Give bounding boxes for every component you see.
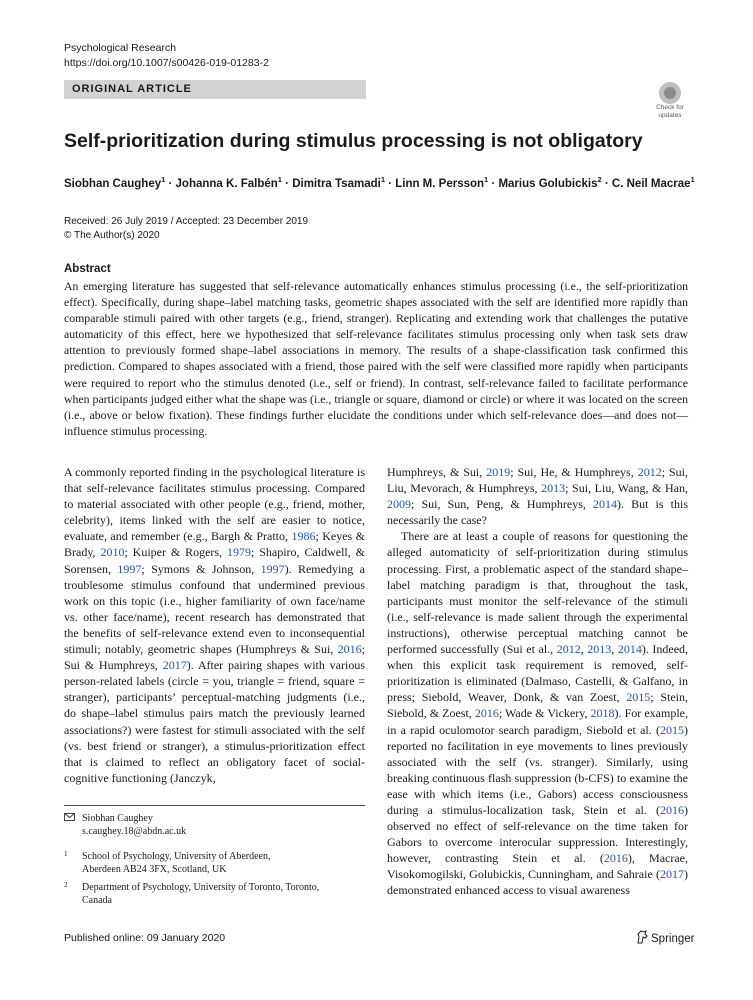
citation-link[interactable]: 2017 <box>660 867 684 882</box>
body-paragraph <box>64 464 365 786</box>
affiliation-line: School of Psychology, University of Aberdeen, <box>82 851 271 862</box>
citation-link[interactable]: 2016 <box>474 706 499 721</box>
citation-link[interactable]: 2019 <box>486 465 511 479</box>
article-type-label: ORIGINAL ARTICLE <box>64 80 366 99</box>
citation-link[interactable]: 1986 <box>291 529 316 544</box>
affiliation-line: Aberdeen AB24 3FX, Scotland, UK <box>82 864 227 875</box>
citation-link[interactable]: 2014 <box>617 642 642 657</box>
received-accepted-dates: Received: 26 July 2019 / Accepted: 23 December 2019 <box>64 216 309 227</box>
citation-link[interactable]: 2017 <box>162 658 187 673</box>
body-paragraph <box>387 464 688 528</box>
body-text: ; Symons & Johnson, <box>141 561 261 576</box>
publisher-logo <box>636 930 694 945</box>
body-column-left <box>64 464 365 786</box>
affiliation-number: 2 <box>64 881 68 889</box>
badge-line-1: Check for <box>656 104 684 111</box>
author-separator: · <box>601 177 612 190</box>
article-title: Self-prioritization during stimulus processing is not obligatory <box>64 130 643 152</box>
author-affiliation-marker: 1 <box>380 175 385 184</box>
citation-link[interactable]: 2012 <box>637 465 662 479</box>
author-separator: · <box>488 177 499 190</box>
body-text: ). Indeed, when this explicit task requirement is removed, self-prioritization is eliminated (Dalmaso, Castelli, & Galfano, in press; Siebold, Weaver, Donk, & van Zoest, <box>387 642 689 705</box>
author-name: Johanna K. Falbén <box>175 177 278 190</box>
body-text: ) observed no effect of self-relevance on the time taken for Gabors to overcome interocular suppression. Interestingly, however, contrasting Stein et al. ( <box>387 802 688 866</box>
citation-link[interactable]: 2009 <box>387 497 411 512</box>
citation-link[interactable]: 2014 <box>593 497 617 512</box>
citation-link[interactable]: 1997 <box>260 561 285 576</box>
abstract-text: An emerging literature has suggested that self-relevance automatically enhances stimulus processing (i.e., the self-prioritization effect). Specifically, during shape–label matching tasks, geometric shapes associated with the self are identified more rapidly than comparable stimuli paired with other targets (e.g., friend, stranger). Replicating and extending work that challenges the putative automaticity of this effect, here we hypothesized that self-relevance facilitates stimulus processing only when task sets draw attention to previously formed shape–label associations in memory. The results of a shape-classification task confirmed this prediction. Compared to shapes associated with a friend, those paired with the self were classified more rapidly when participants were required to report who the stimulus denoted (i.e., self or friend). In contrast, self-relevance failed to facilitate performance when participants judged either what the shape was (i.e., triangle or square, diamond or circle) or where it was located on the screen (i.e., above or below fixation). These findings further elucidate the conditions under which self-relevance does—and does not—influence stimulus processing. <box>64 279 688 438</box>
body-text: ) demonstrated enhanced access to visual awareness <box>387 867 688 898</box>
doi-link[interactable]: https://doi.org/10.1007/s00426-019-01283-2 <box>64 57 269 69</box>
abstract-heading: Abstract <box>64 263 111 275</box>
author-affiliation-marker: 1 <box>484 175 489 184</box>
citation-link[interactable]: 2016 <box>603 851 628 866</box>
author-affiliation-marker: 1 <box>277 175 282 184</box>
check-for-updates-badge[interactable] <box>652 82 688 120</box>
corresponding-email[interactable]: s.caughey.18@abdn.ac.uk <box>82 826 187 837</box>
citation-link[interactable]: 2013 <box>587 642 612 657</box>
body-paragraph <box>387 528 688 898</box>
citation-link[interactable]: 2015 <box>660 722 684 737</box>
citation-link[interactable]: 2016 <box>337 642 362 657</box>
affiliation-line: Department of Psychology, University of Toronto, Toronto, <box>82 882 320 893</box>
author-affiliation-marker: 1 <box>161 175 166 184</box>
author-name: C. Neil Macrae <box>611 177 691 190</box>
body-text: ) reported no facilitation in eye movements to lines previously associated with the self (vs. stranger). Similarly, using breaking continuous flash suppression (b-CFS) to examine the ease with which items (i.e., Gabors) access consciousness during a stimulus-localization task, Stein et al. ( <box>387 722 688 817</box>
body-text: ). Remedying a troublesome stimulus confound that undermined previous work on this topic (i.e., higher familiarity of own face/name vs. other face/name), recent research has demonstrated that the benefits of self-relevance extend even to inconsequential stimuli; notably, geometric shapes (Humphreys & Sui, <box>64 561 365 657</box>
journal-name: Psychological Research <box>64 42 177 54</box>
citation-link[interactable]: 1979 <box>227 545 251 560</box>
author-separator: · <box>165 177 176 190</box>
journal-header <box>64 41 269 71</box>
body-text: ; Sui, Liu, Mevorach, & Humphreys, <box>387 465 688 496</box>
body-text: There are at least a couple of reasons for questioning the alleged automaticity of self-prioritization during stimulus processing. First, a problematic aspect of the standard shape–label matching paradigm is that, throughout the task, participants must monitor the self-relevance of the stimuli (i.e., self-relevance is made salient through the experimental instructions), otherwise perceptual matching cannot be performed successfully (Sui et al., <box>387 529 688 657</box>
springer-horse-icon <box>636 930 648 944</box>
body-text: ; Sui & Humphreys, <box>64 642 365 673</box>
badge-line-2: updates <box>658 111 682 119</box>
body-text: ; Sui, He, & Humphreys, <box>510 465 638 479</box>
body-text: A commonly reported finding in the psychological literature is that self-relevance facilitates stimulus processing. Compared to material associated with other people (e.g., friend, mother, celebrity), items linked with the self are easier to notice, evaluate, and remember (e.g., Bargh & Pratto, <box>64 465 365 544</box>
envelope-icon <box>64 813 75 821</box>
check-updates-icon <box>659 82 681 104</box>
body-text: ; Stein, Siebold, & Zoest, <box>387 690 688 721</box>
body-text: ; Sui, Liu, Wang, & Han, <box>565 481 688 496</box>
citation-link[interactable]: 2016 <box>660 802 684 817</box>
body-text: , <box>580 642 588 657</box>
citation-link[interactable]: 2015 <box>626 690 651 705</box>
body-text: ; Kuiper & Rogers, <box>124 545 227 560</box>
corresponding-name: Siobhan Caughey <box>82 813 153 824</box>
author-name: Marius Golubickis <box>498 177 598 190</box>
body-column-right <box>387 464 688 899</box>
body-text: ). For example, in a rapid oculomotor search paradigm, Siebold et al. ( <box>387 706 688 737</box>
body-text: ). But is this necessarily the case? <box>387 497 688 528</box>
affiliation-number: 1 <box>64 850 68 858</box>
author-list <box>64 175 695 190</box>
body-text: ). After pairing shapes with various person-related labels (circle = you, triangle = friend, square = stranger), participants’ perceptual-matching judgments (i.e., do shape–label stimulus pairs match the previously learned associations?) were fastest for stimuli associated with the self (vs. best friend or stranger), a stimulus-prioritization effect that is claimed to reflect an obligatory facet of social-cognitive functioning (Janczyk, <box>64 658 365 785</box>
body-text: ; Wade & Vickery, <box>498 706 591 721</box>
body-text: , <box>611 642 618 657</box>
published-online-date: Published online: 09 January 2020 <box>64 932 226 944</box>
author-separator: · <box>384 177 396 190</box>
author-name: Siobhan Caughey <box>64 177 162 190</box>
author-name: Dimitra Tsamadi <box>292 177 381 190</box>
author-name: Linn M. Persson <box>395 177 485 190</box>
footnote-divider <box>64 805 365 806</box>
affiliation-line: Canada <box>82 895 112 906</box>
citation-link[interactable]: 1997 <box>117 561 142 576</box>
author-affiliation-marker: 2 <box>597 175 602 184</box>
article-dates <box>64 215 308 242</box>
body-text: Humphreys, & Sui, <box>387 465 487 479</box>
body-text: ), Macrae, Visokomogilski, Golubickis, Cunningham, and Sahraie ( <box>387 851 689 882</box>
publisher-name: Springer <box>651 933 695 945</box>
author-affiliation-marker: 1 <box>690 175 695 184</box>
body-text: ; Sui, Sun, Peng, & Humphreys, <box>411 497 593 512</box>
body-text: ; Keyes & Brady, <box>64 529 366 560</box>
author-separator: · <box>281 177 293 190</box>
citation-link[interactable]: 2010 <box>100 545 125 560</box>
body-text: ; Shapiro, Caldwell, & Sorensen, <box>64 545 365 576</box>
copyright-notice: © The Author(s) 2020 <box>64 229 160 241</box>
citation-link[interactable]: 2013 <box>541 481 566 496</box>
citation-link[interactable]: 2012 <box>556 642 581 657</box>
citation-link[interactable]: 2018 <box>590 706 615 721</box>
